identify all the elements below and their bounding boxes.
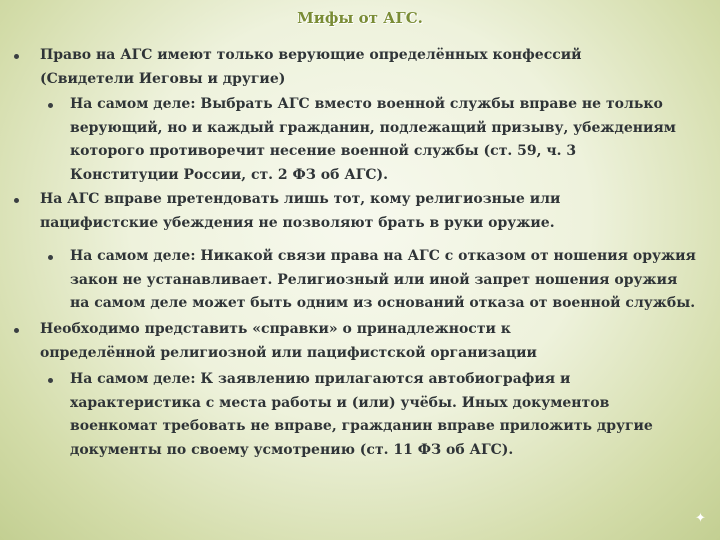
bullet-text: Необходимо представить «справки» о принадлежности к определённой религиозной или пацифистской организации [40,321,537,361]
bullet-dot-icon [48,103,53,108]
bullet-item [40,188,680,235]
bullet-dot-icon [48,255,53,260]
sub-bullet-text: На самом деле: К заявлению прилагаются автобиография и характеристика с места работы и (или) учёбы. Иных документов военкомат требовать не вправе, гражданин вправе приложить другие документы по своему усмотрению (ст. 11 ФЗ об АГС). [70,371,653,458]
slide-title: Мифы от АГС. [297,9,423,27]
bullet-item [40,318,560,365]
bullet-dot-icon [48,378,53,383]
bullet-text: Право на АГС имеют только верующие определённых конфессий (Свидетели Иеговы и другие) [40,47,582,87]
sub-bullet-text: На самом деле: Выбрать АГС вместо военной службы вправе не только верующий, но и каждый гражданин, подлежащий призыву, убеждениям которого противоречит несение военной службы (ст. 59, ч. 3 Конституции России, ст. 2 ФЗ об АГС). [70,96,676,183]
sub-bullet-text: На самом деле: Никакой связи права на АГС с отказом от ношения оружия закон не устанавливает. Религиозный или иной запрет ношения оружия на самом деле может быть одним из оснований отказа от военной службы. [70,248,696,311]
sub-bullet-item [70,93,685,187]
sub-bullet-item [70,245,700,316]
sub-bullet-item [70,368,660,462]
bullet-dot-icon [14,54,19,59]
bullet-text: На АГС вправе претендовать лишь тот, кому религиозные или пацифистские убеждения не позволяют брать в руки оружие. [40,191,561,231]
sparkle-icon: ✦ [695,511,706,526]
bullet-dot-icon [14,198,19,203]
bullet-dot-icon [14,328,19,333]
bullet-item [40,44,680,91]
